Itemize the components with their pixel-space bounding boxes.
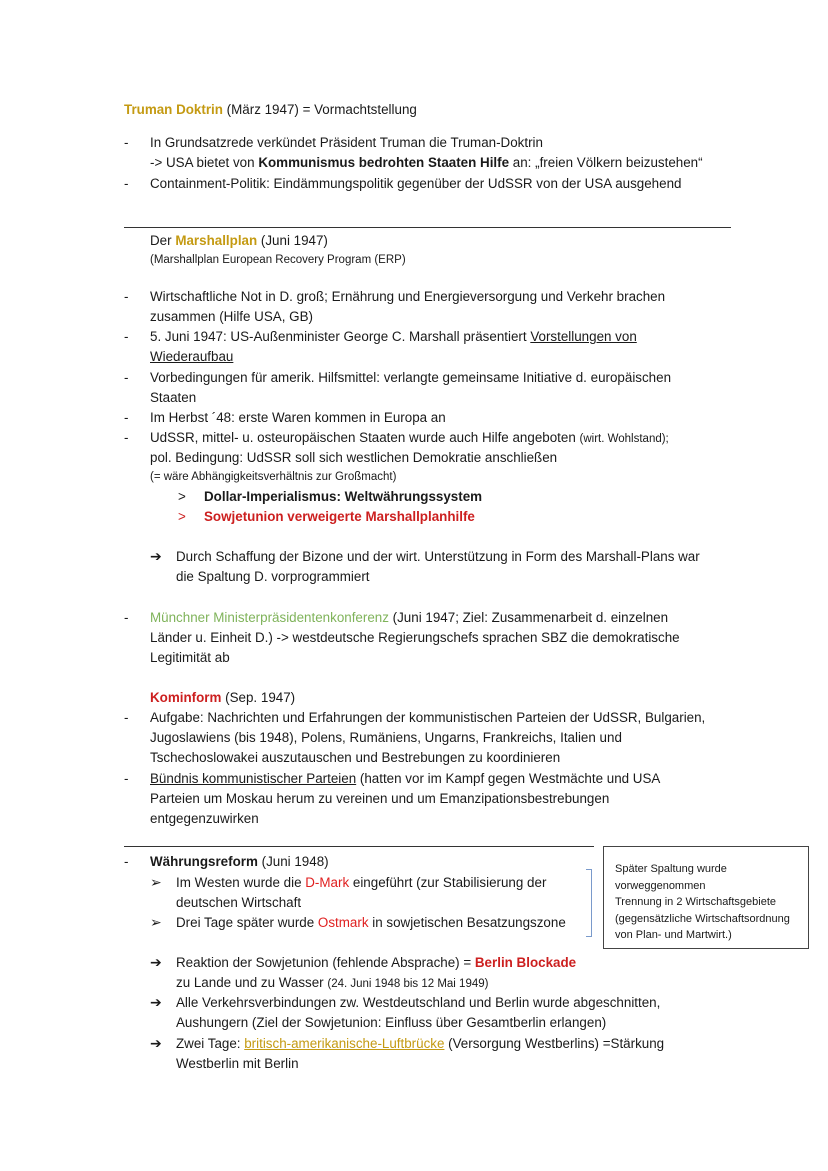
chevron-icon: >: [178, 509, 186, 524]
marshall-conclusion-line-2: die Spaltung D. vorprogrammiert: [176, 569, 370, 584]
marshall-bullet-5-line-2: pol. Bedingung: UdSSR soll sich westlichen Demokratie anschließen: [150, 450, 558, 465]
side-note-line: Trennung in 2 Wirtschaftsgebiete: [615, 896, 777, 908]
kominform-bullet-2-line-3: entgegenzuwirken: [150, 811, 259, 826]
text-span: in sowjetischen Besatzungszone: [368, 915, 566, 930]
marshall-sub-2: Sowjetunion verweigerte Marshallplanhilfe: [204, 509, 475, 524]
bullet-dash: -: [124, 176, 129, 191]
small-span: (24. Juni 1948 bis 12 Mai 1949): [327, 978, 489, 990]
waehrung-arrow-3-line-2: Westberlin mit Berlin: [176, 1056, 299, 1071]
dmark-span: D-Mark: [305, 875, 350, 890]
side-note-line: von Plan- und Martwirt.): [615, 929, 732, 941]
truman-title: Truman Doktrin: [124, 102, 223, 117]
text-span: Im Westen wurde die: [176, 875, 306, 890]
bullet-dash: -: [124, 771, 129, 786]
bold-span: Kommunismus bedrohten Staaten Hilfe: [258, 155, 510, 170]
underlined-span: Vorstellungen von: [530, 329, 637, 344]
text-span: 5. Juni 1947: US-Außenminister George C. Marshall präsentiert: [150, 329, 531, 344]
marshall-bullet-5-line-3: (= wäre Abhängigkeitsverhältnis zur Großmacht): [150, 471, 397, 483]
arrow-right-icon: ➔: [150, 994, 162, 1010]
arrow-right-icon: ➔: [150, 954, 162, 970]
muenchner-line-2: Länder u. Einheit D.) -> westdeutsche Regierungschefs sprachen SBZ die demokratische: [150, 630, 680, 645]
kominform-bullet-1-line-1: Aufgabe: Nachrichten und Erfahrungen der kommunistischen Parteien der UdSSR, Bulgarien,: [150, 710, 706, 725]
bullet-dash: -: [124, 710, 129, 725]
marshall-bullet-5-line-1: [150, 428, 669, 449]
underlined-span: Bündnis kommunistischer Parteien: [150, 771, 357, 786]
text-span: an: „freien Völkern beizustehen“: [509, 155, 703, 170]
marshall-subtitle: (Marshallplan European Recovery Program (ERP): [150, 254, 406, 266]
kominform-title: Kominform: [150, 690, 222, 705]
berlin-blockade-span: Berlin Blockade: [474, 955, 577, 970]
marshall-bullet-2-line-1: [150, 327, 637, 347]
text-span: (Juni 1947): [257, 233, 328, 248]
chevron-icon: >: [178, 489, 186, 504]
truman-bullet-2: Containment-Politik: Eindämmungspolitik gegenüber der UdSSR von der USA ausgehend: [150, 176, 682, 191]
waehrung-arrow-3-line-1: [176, 1034, 664, 1054]
bullet-dash: -: [124, 289, 129, 304]
text-span: (hatten vor im Kampf gegen Westmächte und USA: [356, 771, 661, 786]
section-divider: [124, 227, 731, 228]
muenchner-title: Münchner Ministerpräsidentenkonferenz: [150, 610, 389, 625]
side-note-box: [603, 846, 809, 949]
side-note-line: (gegensätzliche Wirtschaftsordnung: [615, 912, 790, 925]
waehrung-arrow-1-line-1: [176, 953, 576, 973]
text-span: zu Lande und zu Wasser: [176, 975, 328, 990]
side-note-line: vorweggenommen: [615, 879, 706, 892]
marshall-heading: [150, 231, 328, 251]
muenchner-line-3: Legitimität ab: [150, 650, 230, 665]
truman-bullet-1-line-2: [150, 153, 703, 173]
text-span: -> USA bietet von: [150, 155, 259, 170]
bracket: [586, 869, 592, 937]
waehrung-sub-1-line-1: [176, 873, 546, 893]
text-span: eingeführt (zur Stabilisierung der: [349, 875, 547, 890]
waehrung-sub-2: [176, 913, 566, 933]
marshall-conclusion-line-1: Durch Schaffung der Bizone und der wirt. Unterstützung in Form des Marshall-Plans war: [176, 549, 700, 564]
waehrung-arrow-2-line-1: Alle Verkehrsverbindungen zw. Westdeutschland und Berlin wurde abgeschnitten,: [176, 995, 661, 1010]
text-span: Reaktion der Sowjetunion (fehlende Absprache) =: [176, 955, 475, 970]
waehrung-arrow-2-line-2: Aushungern (Ziel der Sowjetunion: Einfluss über Gesamtberlin erlangen): [176, 1015, 607, 1030]
text-span: (Sep. 1947): [221, 690, 296, 705]
bullet-dash: -: [124, 610, 129, 625]
marshall-bullet-4: Im Herbst ´48: erste Waren kommen in Europa an: [150, 410, 446, 425]
arrow-right-icon: ➔: [150, 1035, 162, 1051]
bullet-dash: -: [124, 410, 129, 425]
truman-bullet-1-line-1: In Grundsatzrede verkündet Präsident Truman die Truman-Doktrin: [150, 135, 543, 150]
marshall-title: Marshallplan: [175, 233, 258, 248]
marshall-bullet-2-line-2: [150, 347, 233, 367]
small-span: (wirt. Wohlstand);: [579, 433, 669, 445]
text-span: (Versorgung Westberlins) =Stärkung: [444, 1036, 665, 1051]
marshall-bullet-1-line-1: Wirtschaftliche Not in D. groß; Ernährung und Energieversorgung und Verkehr brachen: [150, 289, 666, 304]
arrow-right-icon: ➔: [150, 548, 162, 564]
waehrung-arrow-1-line-2: [176, 973, 488, 994]
bullet-dash: -: [124, 854, 129, 869]
text-span: (Juni 1947; Ziel: Zusammenarbeit d. einzelnen: [388, 610, 669, 625]
text-span: Zwei Tage:: [176, 1036, 245, 1051]
text-span: UdSSR, mittel- u. osteuropäischen Staaten wurde auch Hilfe angeboten: [150, 430, 580, 445]
marshall-bullet-1-line-2: zusammen (Hilfe USA, GB): [150, 309, 313, 324]
bullet-dash: -: [124, 370, 129, 385]
kominform-bullet-1-line-3: Tschechoslowakei auszutauschen und Bestrebungen zu koordinieren: [150, 750, 561, 765]
bullet-dash: -: [124, 135, 129, 150]
side-note-line: Später Spaltung wurde: [615, 863, 727, 875]
waehrung-title: Währungsreform: [150, 854, 258, 869]
kominform-bullet-2-line-2: Parteien um Moskau herum zu vereinen und um Emanzipationsbestrebungen: [150, 791, 610, 806]
marshall-bullet-3-line-2: Staaten: [150, 390, 197, 405]
waehrung-heading: [150, 852, 329, 872]
muenchner-line-1: [150, 608, 668, 628]
ostmark-span: Ostmark: [317, 915, 369, 930]
text-span: (Juni 1948): [257, 854, 329, 869]
kominform-heading: [150, 688, 295, 708]
kominform-bullet-1-line-2: Jugoslawiens (bis 1948), Polens, Rumäniens, Ungarns, Frankreichs, Italien und: [150, 730, 622, 745]
waehrung-sub-1-line-2: deutschen Wirtschaft: [176, 895, 302, 910]
marshall-sub-1: Dollar-Imperialismus: Weltwährungssystem: [204, 489, 483, 504]
kominform-bullet-2-line-1: [150, 769, 660, 789]
text-span: Der: [150, 233, 176, 248]
section-divider: [124, 846, 594, 847]
bullet-dash: -: [124, 430, 129, 445]
check-arrow-icon: ➢: [150, 914, 162, 930]
luftbruecke-link[interactable]: britisch-amerikanische-Luftbrücke: [244, 1036, 445, 1051]
truman-heading: [124, 100, 417, 120]
truman-title-rest: (März 1947) = Vormachtstellung: [222, 102, 417, 117]
underlined-span: Wiederaufbau: [150, 349, 234, 364]
marshall-bullet-3-line-1: Vorbedingungen für amerik. Hilfsmittel: verlangte gemeinsame Initiative d. europäischen: [150, 370, 672, 385]
check-arrow-icon: ➢: [150, 874, 162, 890]
text-span: Drei Tage später wurde: [176, 915, 318, 930]
bullet-dash: -: [124, 329, 129, 344]
